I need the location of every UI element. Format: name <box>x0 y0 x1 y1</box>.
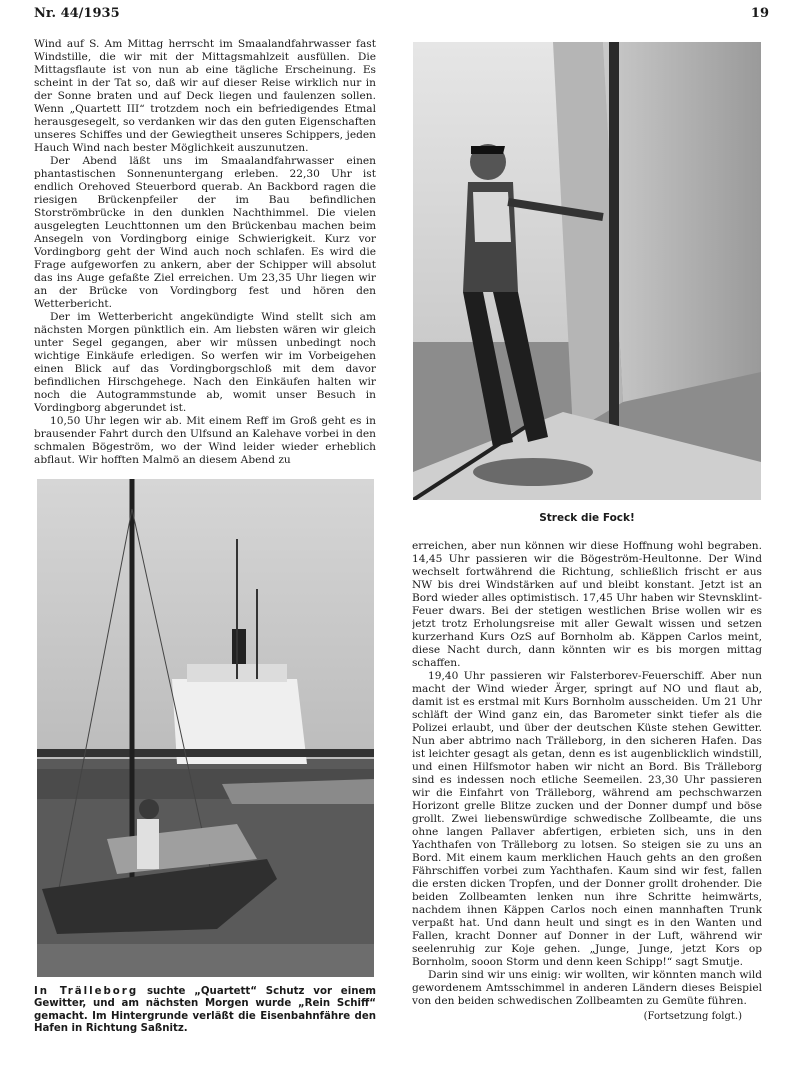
paragraph: erreichen, aber nun können wir diese Hoffnung wohl begraben. 14,45 Uhr passieren wir die Bögeström-Heultonne. Der Wind wechselt fortwährend die Richtung, schließlich frischt er aus NW bis drei Windstärken auf und bleibt konstant. Jetzt ist an Bord wieder alles optimistisch. 17,45 Uhr haben wir Stevnsklint-Feuer dwars. Bei der stetigen westlichen Brise wollen wir es jetzt trotz Erholungsreise mit aller Gewalt wissen und setzen kurzerhand Kurs OzS auf Bornholm ab. Käppen Carlos meint, diese Nacht durch, dann könnten wir es bis morgen mittag schaffen. <box>412 540 762 669</box>
left-text-column <box>34 38 376 468</box>
paragraph: Wind auf S. Am Mittag herrscht im Smaalandfahrwasser fast Windstille, die wir mit der Mittagsmahlzeit ausfüllen. Die Mittagsflaute ist von nun ab eine tägliche Erscheinung. Es scheint in der Tat so, daß wir auf dieser Reise wirklich nur in der Sonne braten und auf Deck liegen und faulenzen sollen. Wenn „Quartett III“ trotzdem noch ein befriedigendes Etmal herausgesegelt, so verdanken wir das den guten Eigenschaften unseres Schiffes und der Gewiegtheit unseres Schippers, jeden Hauch Wind nach bester Möglichkeit auszunutzen. <box>34 38 376 154</box>
harbor-photo-caption <box>34 986 376 1036</box>
page-number: 19 <box>750 6 769 21</box>
paragraph: Der im Wetterbericht angekündigte Wind stellt sich am nächsten Morgen pünktlich ein. Am liebsten wären wir gleich unter Segel gegangen, aber wir müssen unbedingt noch wichtige Einkäufe erledigen. So werfen wir im Vorbeigehen einen Blick auf das Vordingborgschloß mit dem davor befindlichen Hirschgehege. Nach den Einkäufen halten wir noch die Autogrammstunde ab, womit unser Besuch in Vordingborg abgerundet ist. <box>34 311 376 414</box>
sail-photo-caption: Streck die Fock! <box>539 512 635 524</box>
caption-lead: In Trälleborg <box>34 986 139 997</box>
sailor-trimming-sail-photo <box>413 42 761 500</box>
paragraph: Darin sind wir uns einig: wir wollten, wir könnten manch wild gewordenem Amtsschimmel in anderen Ländern dieses Beispiel von den beiden schwedischen Zollbeamten zu Gemüte führen. <box>412 969 762 1007</box>
paragraph: 19,40 Uhr passieren wir Falsterborev-Feuerschiff. Aber nun macht der Wind wieder Ärger, springt auf NO und flaut ab, damit ist es erstmal mit Kurs Bornholm ausscheiden. Um 21 Uhr schläft der Wind ganz ein, das Barometer sinkt tiefer als die Polizei erlaubt, und über der deutschen Küste stehen Gewitter. Nun aber abtrimo nach Trälleborg, in den sicheren Hafen. Das ist leichter gesagt als getan, denn es ist augenblicklich windstill, und einen Hilfsmotor haben wir nicht an Bord. Bis Trälleborg sind es indessen noch etliche Seemeilen. 23,30 Uhr passieren wir die Einfahrt von Trälleborg, während am pechschwarzen Horizont grelle Blitze zucken und der Donner dumpf und böse grollt. Zwei liebenswürdige schwedische Zollbeamte, die uns ohne langen Pallaver abfertigen, erbieten sich, uns in den Yachthafen von Trälleborg zu lotsen. So steigen sie zu uns an Bord. Mit einem kaum merklichen Hauch gehts an den großen Fährschiffen vorbei zum Yachthafen. Kaum sind wir fest, fallen die ersten dicken Tropfen, und der Donner grollt drohender. Die beiden Zollbeamten lenken nun ihre Schritte heimwärts, nachdem ihnen Käppen Carlos noch einen mannhaften Trunk verpaßt hat. Und dann heult und singt es in den Wanten und Fallen, kracht Donner auf Donner in der Luft, während wir seelenruhig zur Koje gehen. „Junge, Junge, jetzt Kors op Bornholm, sooon Storm und denn keen Schipp!“ sagt Smutje. <box>412 670 762 968</box>
caption-text: suchte „Quartett“ Schutz vor einem Gewitter, und am nächsten Morgen wurde „Rein Schiff“ gemacht. Im Hintergrunde verläßt die Eisenbahnfähre den Hafen in Richtung Saßnitz. <box>34 986 376 1035</box>
paragraph: Der Abend läßt uns im Smaalandfahrwasser einen phantastischen Sonnenuntergang erleben. 22,30 Uhr ist endlich Orehoved Steuerbord querab. An Backbord ragen die riesigen Brückenpfeiler der im Bau befindlichen Storströmbrücke in den dunklen Nachthimmel. Die vielen ausgelegten Leuchttonnen um den Brückenbau machen beim Ansegeln von Vordingborg einige Schwierigkeit. Kurz vor Vordingborg geht der Wind auch noch schlafen. Es wird die Frage aufgeworfen zu ankern, aber der Schipper will absolut das ins Auge gefaßte Ziel erreichen. Um 23,35 Uhr liegen wir an der Brücke von Vordingborg fest und hören den Wetterbericht. <box>34 155 376 310</box>
issue-number: Nr. 44/1935 <box>34 6 120 21</box>
paragraph: 10,50 Uhr legen wir ab. Mit einem Reff im Groß geht es in brausender Fahrt durch den Ulfsund an Kalehave vorbei in den schmalen Bögeström, wo der Wind leider wieder erheblich abflaut. Wir hofften Malmö an diesem Abend zu <box>34 415 376 466</box>
continuation-note: (Fortsetzung folgt.) <box>643 1011 742 1022</box>
right-text-column <box>412 540 762 1060</box>
harbor-yacht-ferry-photo <box>37 479 374 977</box>
